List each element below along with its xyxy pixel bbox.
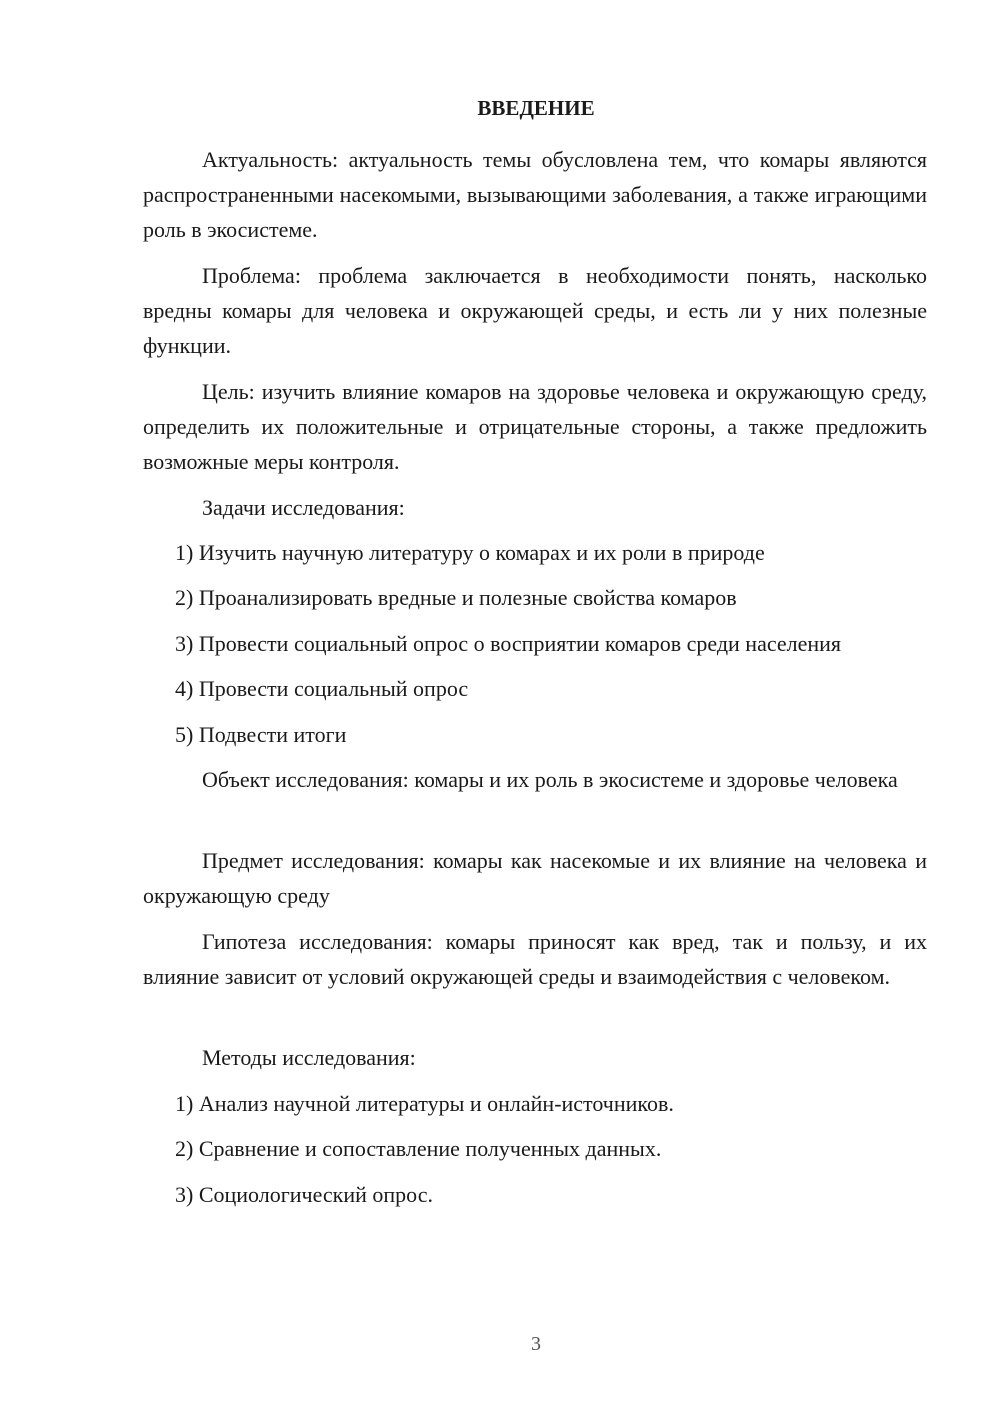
object-text: Объект исследования: комары и их роль в экосистеме и здоровье человека — [202, 767, 898, 792]
page-number: 3 — [531, 1333, 541, 1355]
list-item: 5) Подвести итоги — [175, 722, 347, 747]
relevance-text: Актуальность: актуальность темы обусловлена тем, что комары являются распространенными насекомыми, вызывающими заболевания, а также играющими роль в экосистеме. — [143, 147, 927, 242]
list-item: 2) Сравнение и сопоставление полученных данных. — [175, 1136, 662, 1161]
goal-text: Цель: изучить влияние комаров на здоровье человека и окружающую среду, определить их положительные и отрицательные стороны, а также предложить возможные меры контроля. — [143, 379, 927, 474]
hypothesis-paragraph — [143, 924, 927, 994]
problem-text: Проблема: проблема заключается в необходимости понять, насколько вредны комары для человека и окружающей среды, и есть ли у них полезные функции. — [143, 263, 927, 358]
list-item: 1) Анализ научной литературы и онлайн-источников. — [175, 1091, 674, 1116]
problem-paragraph — [143, 258, 927, 363]
methods-title: Методы исследования: — [202, 1045, 416, 1070]
list-item: 3) Провести социальный опрос о восприятии комаров среди населения — [175, 631, 842, 656]
hypothesis-text: Гипотеза исследования: комары приносят как вред, так и пользу, и их влияние зависит от условий окружающей среды и взаимодействия с человеком. — [143, 929, 927, 989]
list-item: 3) Социологический опрос. — [175, 1182, 433, 1207]
object-paragraph — [143, 762, 927, 797]
list-item: 2) Проанализировать вредные и полезные свойства комаров — [175, 585, 737, 610]
relevance-paragraph — [143, 142, 927, 247]
tasks-title: Задачи исследования: — [202, 495, 405, 520]
list-item: 1) Изучить научную литературу о комарах и их роли в природе — [175, 540, 765, 565]
subject-paragraph — [143, 843, 927, 913]
section-heading: ВВЕДЕНИЕ — [477, 96, 595, 120]
subject-text: Предмет исследования: комары как насекомые и их влияние на человека и окружающую среду — [143, 848, 927, 908]
list-item: 4) Провести социальный опрос — [175, 676, 469, 701]
goal-paragraph — [143, 374, 927, 479]
